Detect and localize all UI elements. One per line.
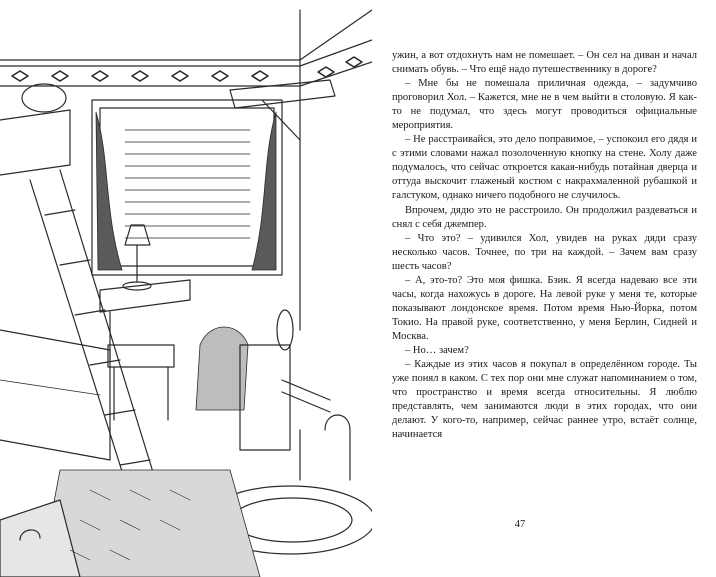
paragraph-3: – Не расстраивайся, это дело поправимое, – успокоил его дядя и с этими словами нажал позолоченную кнопку на стене. Холу даже подумалось, что сейчас откроется какая-нибудь потайная дверца и оттуда выскочит глаженый костюм с накрахмаленной рубашкой и галстуком, однако ничего подобного не случилось. <box>392 134 697 202</box>
paragraph-8: – Каждые из этих часов я покупал в определённом городе. Ты уже понял в каком. С тех пор они мне служат напоминанием о том, что пространство и время всегда относительны. Я люблю представлять, чем занимаются люди в этих городах, что они делают. У кого-то, например, сейчас раннее утро, встаёт солнце, начинается <box>392 359 697 441</box>
paragraph-6: – А, это-то? Это моя фишка. Бзик. Я всегда надеваю все эти часы, когда нахожусь в дороге. На левой руке у меня те, которые показывают лондонское время. Потом время Нью-Йорка, потом Токио. На правой руке, соответственно, у меня Берлин, Сидней и Москва. <box>392 274 697 342</box>
text-column <box>392 49 697 442</box>
paragraph-7: – Но… зачем? <box>405 344 469 356</box>
paragraph-5: – Что это? – удивился Хол, увидев на руках дяди сразу несколько часов. Точнее, по три на каждой. – Зачем вам сразу шесть часов? <box>392 232 697 272</box>
paragraph-2: – Мне бы не помешала приличная одежда, – задумчиво проговорил Хол. – Кажется, мне не в чем выйти в столовую. Я как-то не подумал, что здесь могут проводиться официальные мероприятия. <box>392 78 697 132</box>
paragraph-4: Впрочем, дядю это не расстроило. Он продолжил раздеваться и снял с себя джемпер. <box>392 204 697 230</box>
page-number: 47 <box>514 519 526 530</box>
paragraph-1: ужин, а вот отдохнуть нам не помешает. – Он сел на диван и начал снимать обувь. – Что ещё надо путешественнику в дороге? <box>392 50 697 76</box>
